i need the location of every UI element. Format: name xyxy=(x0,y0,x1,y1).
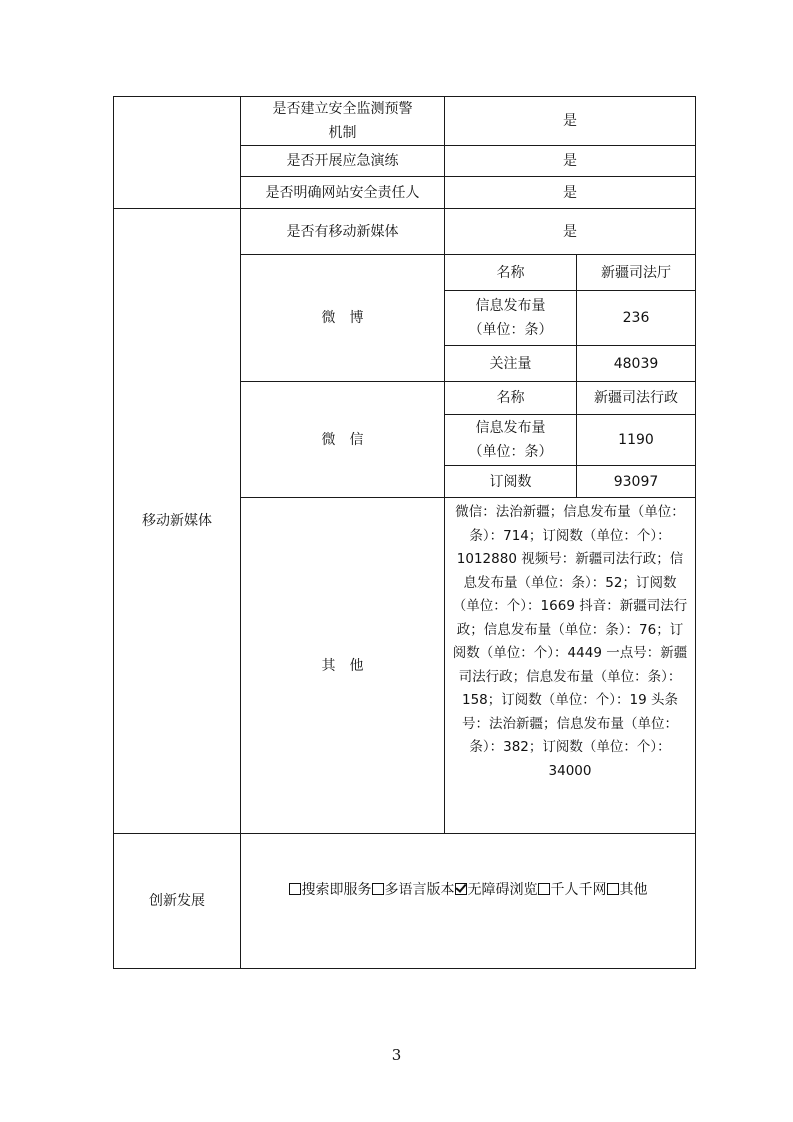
has-new-media-label: 是否有移动新媒体 xyxy=(286,223,399,240)
weibo-follow-value: 48039 xyxy=(613,355,659,372)
innovation-label: 创新发展 xyxy=(149,893,205,909)
wechat-subs-label: 订阅数 xyxy=(489,473,532,490)
weibo-name-value: 新疆司法厅 xyxy=(601,264,671,281)
wechat-name-label: 名称 xyxy=(496,390,525,406)
innovation-checkbox-2[interactable] xyxy=(455,883,467,895)
wechat-subs-value: 93097 xyxy=(613,473,659,490)
drill-label: 是否开展应急演练 xyxy=(286,153,399,169)
innovation-options xyxy=(241,834,695,944)
wechat-posts-label: 信息发布量 （单位：条） xyxy=(468,420,553,460)
innovation-option-label: 无障碍浏览 xyxy=(467,882,538,898)
innovation-checkbox-3[interactable] xyxy=(538,883,550,895)
responsible-value: 是 xyxy=(563,184,577,201)
other-media-label: 其 他 xyxy=(321,657,364,674)
monitoring-label: 是否建立安全监测预警 机制 xyxy=(272,101,413,141)
wechat-label: 微 信 xyxy=(321,431,364,448)
weibo-follow-label: 关注量 xyxy=(489,355,532,372)
new-media-section-label: 移动新媒体 xyxy=(142,513,212,529)
innovation-checkbox-1[interactable] xyxy=(372,883,384,895)
responsible-label: 是否明确网站安全责任人 xyxy=(265,184,420,201)
innovation-option-label: 其他 xyxy=(619,882,648,898)
innovation-checkbox-0[interactable] xyxy=(289,883,301,895)
monitoring-value: 是 xyxy=(563,113,577,129)
wechat-name-value: 新疆司法行政 xyxy=(594,390,678,406)
weibo-posts-value: 236 xyxy=(622,310,650,326)
has-new-media-value: 是 xyxy=(563,223,577,240)
drill-value: 是 xyxy=(563,153,577,169)
weibo-name-label: 名称 xyxy=(496,264,525,281)
page-number: 3 xyxy=(391,1046,402,1064)
innovation-checkbox-4[interactable] xyxy=(607,883,619,895)
innovation-checkbox-row xyxy=(289,879,648,899)
innovation-option-label: 搜索即服务 xyxy=(301,882,372,898)
innovation-option-label: 千人千网 xyxy=(550,882,607,898)
weibo-label: 微 博 xyxy=(321,310,364,326)
other-media-text: 微信：法治新疆；信息发布量（单位：条）：714；订阅数（单位：个）：1012880 视频号：新疆司法行政；信息发布量（单位：条）：52；订阅数（单位：个）：1669 抖音：新疆司法行政；信息发布量（单位：条）：76；订阅数（单位：个）：4449 一点号：新疆司法行政；信息发布量（单位：条）：158；订阅数（单位：个）：19 头条号：法治新疆；信息发布量（单位：条）：382；订阅数（单位：个）：34000 xyxy=(452,504,688,779)
innovation-option-label: 多语言版本 xyxy=(384,882,455,898)
wechat-posts-value: 1190 xyxy=(618,432,654,448)
weibo-posts-label: 信息发布量 （单位：条） xyxy=(468,298,553,338)
